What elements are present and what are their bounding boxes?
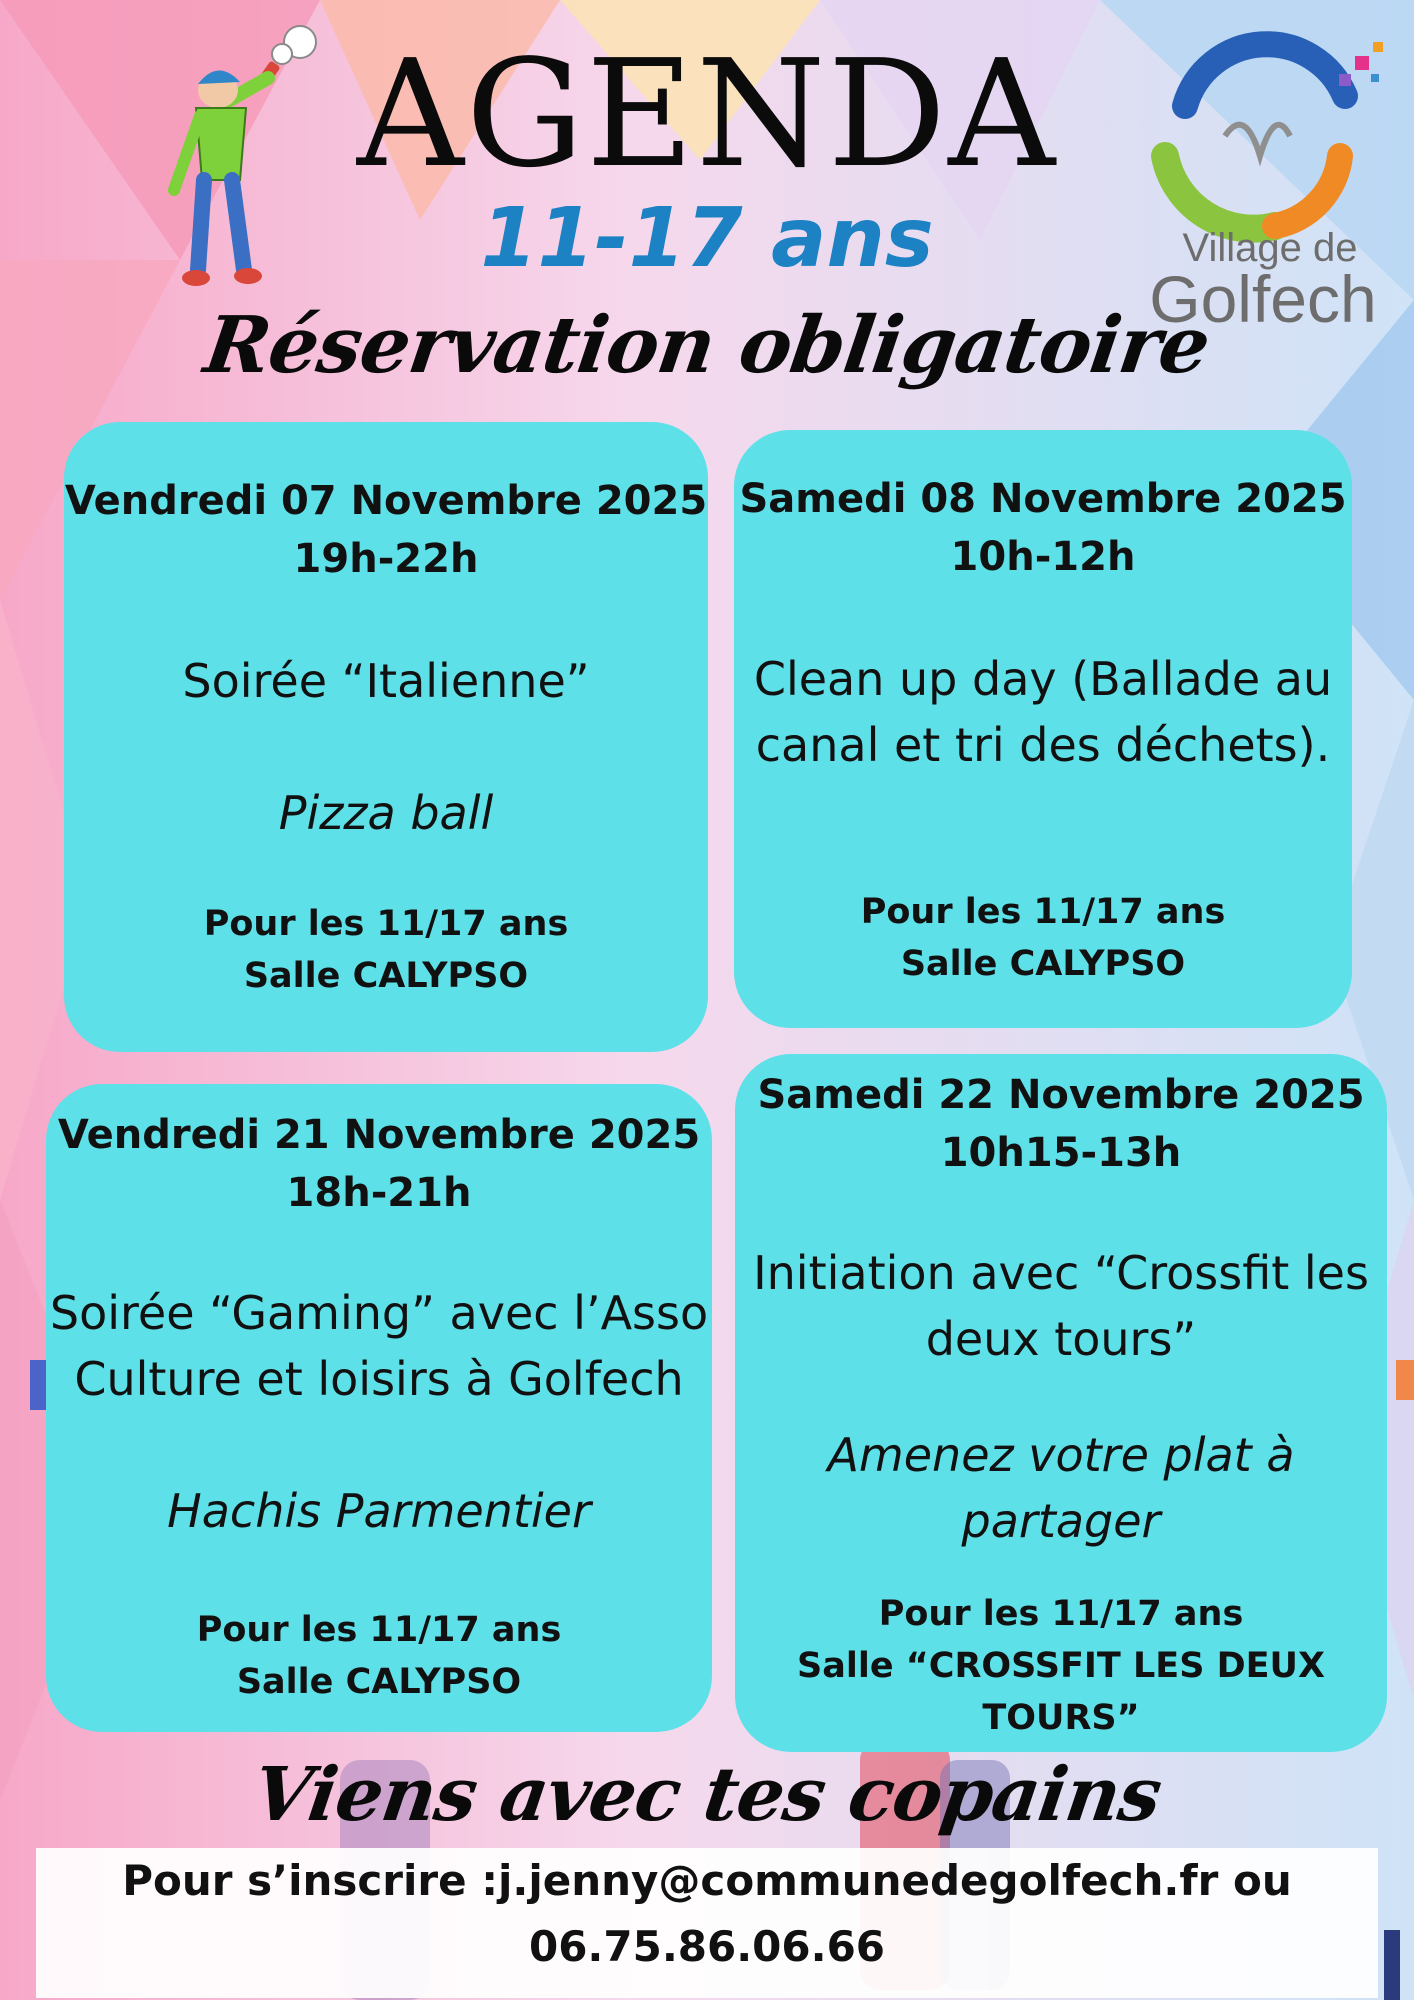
event-hours: 10h15-13h: [940, 1130, 1182, 1176]
event-hours: 19h-22h: [293, 536, 479, 582]
event-activity: Soirée “Italienne”: [182, 654, 590, 708]
event-card-2: [734, 430, 1352, 1028]
event-activity-line2: canal et tri des déchets).: [755, 718, 1331, 772]
event-meal-line2: partager: [961, 1494, 1161, 1548]
registration-phone: 06.75.86.06.66: [528, 1922, 886, 1971]
reservation-notice: Réservation obligatoire: [199, 300, 1215, 391]
registration-footer: [36, 1848, 1378, 1998]
event-audience: Pour les 11/17 ans: [878, 1594, 1244, 1634]
event-date: Samedi 08 Novembre 2025: [739, 476, 1347, 522]
event-audience: Pour les 11/17 ans: [860, 892, 1226, 932]
event-meal: Pizza ball: [278, 786, 494, 840]
event-hours: 10h-12h: [950, 534, 1136, 580]
page-title: AGENDA: [356, 28, 1058, 200]
age-range: 11-17 ans: [480, 191, 934, 286]
event-hours: 18h-21h: [286, 1170, 472, 1216]
event-date: Samedi 22 Novembre 2025: [757, 1072, 1365, 1118]
tagline: Viens avec tes copains: [248, 1752, 1166, 1838]
event-meal-line1: Amenez votre plat à: [827, 1428, 1295, 1482]
event-venue: Salle CALYPSO: [243, 956, 529, 996]
event-meal: Hachis Parmentier: [167, 1484, 591, 1538]
event-activity-line1: Soirée “Gaming” avec l’Asso: [49, 1286, 709, 1340]
event-card-3: [46, 1084, 712, 1732]
event-venue: Salle CALYPSO: [236, 1662, 522, 1702]
logo-text-golfech: Golfech: [1149, 262, 1377, 336]
event-audience: Pour les 11/17 ans: [203, 904, 569, 944]
event-activity-line2: Culture et loisirs à Golfech: [74, 1352, 684, 1406]
registration-email-line: Pour s’inscrire :j.jenny@communedegolfech.fr ou: [122, 1856, 1292, 1905]
event-card-4: [735, 1054, 1387, 1752]
event-venue: Salle CALYPSO: [900, 944, 1186, 984]
event-card-1: [64, 422, 708, 1052]
event-date: Vendredi 21 Novembre 2025: [57, 1112, 701, 1158]
event-activity-line2: deux tours”: [925, 1312, 1197, 1366]
event-venue-line2: TOURS”: [982, 1698, 1140, 1738]
event-activity-line1: Initiation avec “Crossfit les: [753, 1246, 1369, 1300]
event-venue-line1: Salle “CROSSFIT LES DEUX: [797, 1646, 1325, 1686]
logo-text-village: Village de: [1182, 226, 1358, 270]
event-date: Vendredi 07 Novembre 2025: [64, 478, 708, 524]
event-activity-line1: Clean up day (Ballade au: [753, 652, 1333, 706]
event-audience: Pour les 11/17 ans: [196, 1610, 562, 1650]
